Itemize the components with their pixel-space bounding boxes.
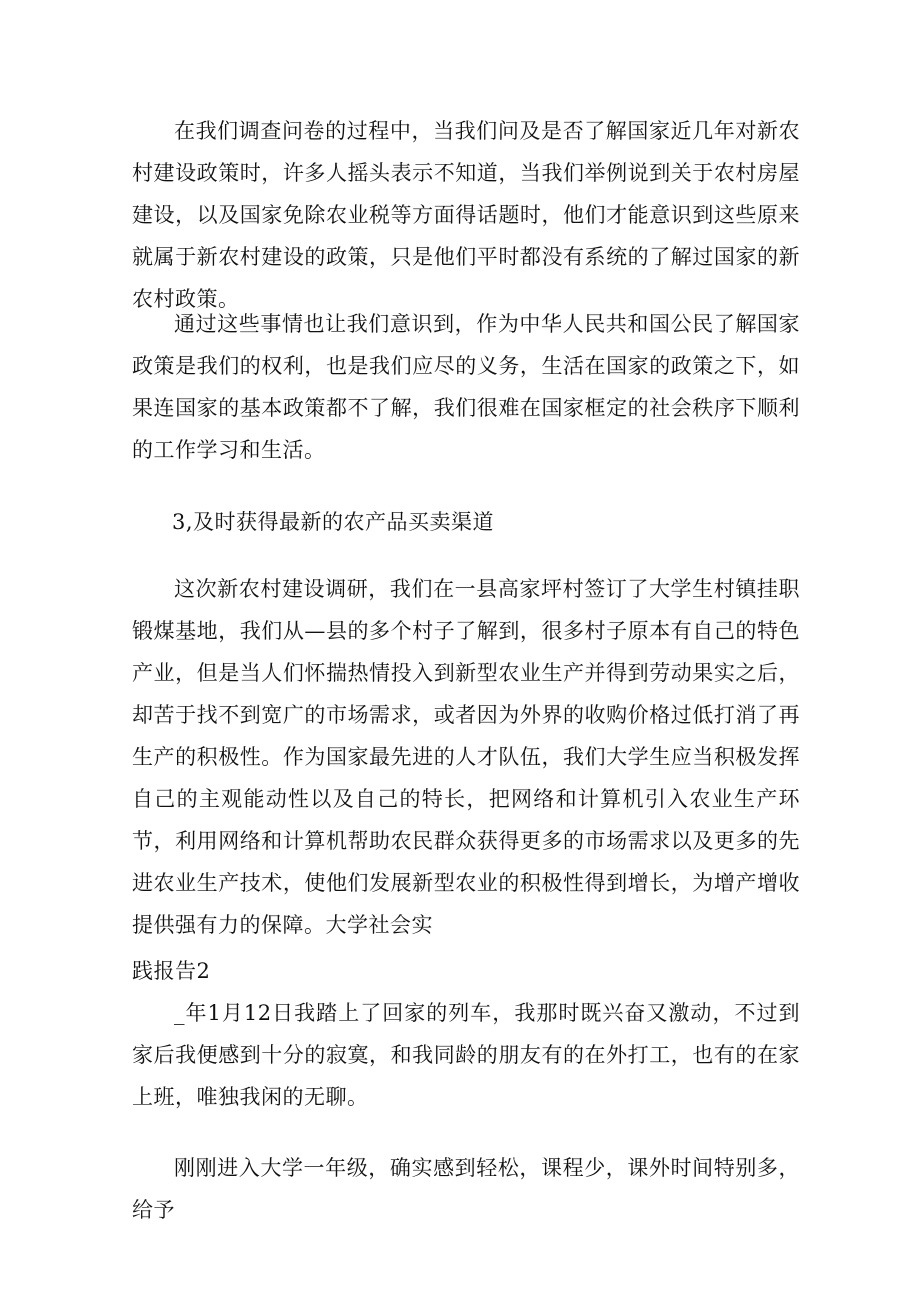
- paragraph-freshman-year: 刚刚进入大学一年级，确实感到轻松，课程少，课外时间特别多，给予: [132, 1156, 800, 1222]
- paragraph-survey: 在我们调查问卷的过程中，当我们问及是否了解国家近几年对新农村建设政策时，许多人摇头表示不知道，当我们举例说到关于农村房屋建设，以及国家免除农业税等方面得话题时，他们才能意识到这些原来就属于新农村建设的政策，只是他们平时都没有系统的了解过国家的新农村政策。: [132, 119, 800, 311]
- paragraph-rural-research: 这次新农村建设调研，我们在一县高家坪村签订了大学生村镇挂职锻煤基地，我们从—县的多个村子了解到，很多村子原本有自己的特色产业，但是当人们怀揣热情投入到新型农业生产并得到劳动果实之后，却苦于找不到宽广的市场需求，或者因为外界的收购价格过低打消了再生产的积极性。作为国家最先进的人才队伍，我们大学生应当积极发挥自己的主观能动性以及自己的特长，把网络和计算机引入农业生产环节，利用网络和计算机帮助农民群众获得更多的市场需求以及更多的先进农业生产技术，使他们发展新型农业的积极性得到增长，为增产增收提供强有力的保障。大学社会实: [132, 577, 800, 937]
- report-title: 践报告2: [132, 959, 211, 983]
- paragraph-going-home: _年1月12日我踏上了回家的列车，我那时既兴奋又激动，不过到家后我便感到十分的寂寞，和我同龄的朋友有的在外打工，也有的在家上班，唯独我闲的无聊。: [132, 1001, 800, 1109]
- paragraph-policy-awareness: 通过这些事情也让我们意识到，作为中华人民共和国公民了解国家政策是我们的权利，也是我们应尽的义务，生活在国家的政策之下，如果连国家的基本政策都不了解，我们很难在国家框定的社会秩序下顺利的工作学习和生活。: [132, 312, 800, 462]
- section-heading: 3,及时获得最新的农产品买卖渠道: [172, 510, 495, 534]
